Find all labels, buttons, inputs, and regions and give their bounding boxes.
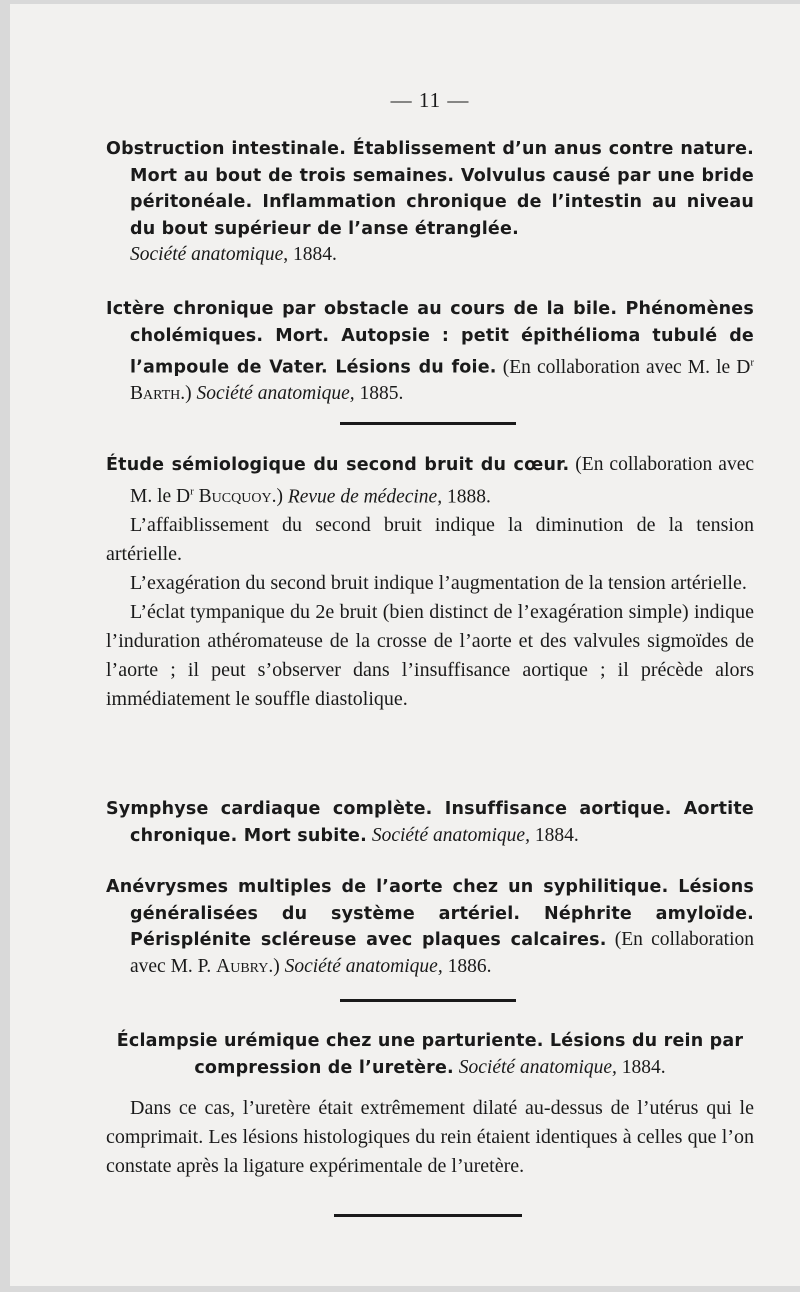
entry-body-etude (106, 511, 754, 714)
entry-title: Obstruction intestinale. Établissement d’un anus contre nature. Mort au bout de trois semaines. Volvulus causé par une bride péritonéale. Inflammation chronique de l’intestin au niveau du bout supérieur de l’anse étranglée. (106, 139, 754, 239)
entry-collaboration: (En collaboration avec M. le $D^r$ Bucquoy.) (130, 454, 755, 507)
entry-title: Anévrysmes multiples de l’aorte chez un syphilitique. Lésions généralisées du système artériel. Néphrite amyloïde. Périsplénite scléreuse avec plaques calcaires. (106, 877, 754, 950)
entry-ictere-chronique (106, 296, 754, 408)
entry-title: Ictère chronique par obstacle au cours de la bile. Phénomènes cholémiques. Mort. Autopsie : petit épithélioma tubulé de l’ampoule de Vater. Lésions du foie. (106, 299, 754, 378)
entry-collaboration: (En collaboration avec M. P. Aubry.) (130, 929, 754, 977)
entry-obstruction-intestinale (106, 136, 754, 269)
entry-title: Éclampsie urémique chez une parturiente. Lésions du rein par compression de l’uretère. (116, 1031, 744, 1078)
separator-rule (340, 422, 516, 425)
entry-title: Symphyse cardiaque complète. Insuffisance aortique. Aortite chronique. Mort subite. (106, 799, 754, 846)
entry-etude-semiologique (106, 452, 754, 511)
page (10, 4, 800, 1286)
entry-year: , 1884. (283, 244, 337, 265)
entry-eclampsie-uremique (106, 1028, 754, 1081)
entry-source: Société anatomique, (366, 824, 530, 846)
body-paragraph: L’éclat tympanique du 2e bruit (bien distinct de l’exagération simple) indique l’induration athéromateuse de la crosse de l’aorte et des valvules sigmoïdes de l’aorte ; il peut s’observer dans l’insuffisance aortique ; il précède alors immédiatement le souffle diastolique. (106, 601, 754, 710)
separator-rule (340, 999, 516, 1002)
separator-rule (334, 1214, 522, 1217)
body-paragraph: L’exagération du second bruit indique l’augmentation de la tension artérielle. (130, 572, 747, 594)
entry-source: Société anatomique, (191, 383, 355, 404)
entry-year: 1886. (442, 955, 492, 977)
entry-source: Société anatomique, (279, 955, 443, 977)
entry-anevrysmes-multiples (106, 874, 754, 980)
entry-source: Revue de médecine, (282, 486, 443, 507)
entry-title: Étude sémiologique du second bruit du cœur. (106, 455, 570, 475)
entry-collaboration: (En collaboration avec M. le $D^r$ Barth.) (130, 356, 754, 404)
page-number: — 11 — (390, 88, 470, 112)
entry-year: 1888. (442, 486, 491, 507)
entry-year: 1885. (354, 383, 404, 404)
entry-source: Société anatomique, (453, 1056, 617, 1078)
entry-body-eclampsie (106, 1094, 754, 1181)
entry-year: 1884. (529, 824, 579, 846)
body-paragraph: Dans ce cas, l’uretère était extrêmement dilaté au-dessus de l’utérus qui le comprimait. Les lésions histologiques du rein étaient identiques à celles que l’on constate après la ligature expérimentale de l’uretère. (106, 1097, 754, 1177)
entry-source: Société anatomique (130, 244, 284, 265)
entry-symphyse-cardiaque (106, 796, 754, 849)
body-paragraph: L’affaiblissement du second bruit indique la diminution de la tension artérielle. (106, 514, 754, 565)
entry-year: 1884. (616, 1056, 666, 1078)
